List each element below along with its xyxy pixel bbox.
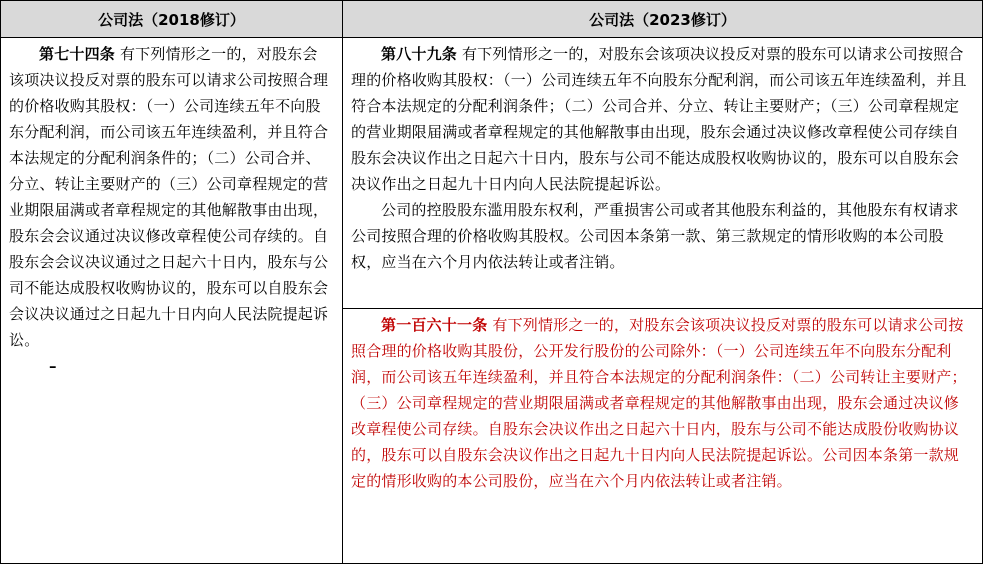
article-89-number: 第八十九条 <box>381 45 458 63</box>
dash-mark: – <box>49 357 57 375</box>
right-article-161-cell <box>342 308 983 564</box>
article-89-body: 有下列情形之一的，对股东会该项决议投反对票的股东可以请求公司按照合理的价格收购其股权：（一）公司连续五年不向股东分配利润，而公司该五年连续盈利，并且符合本法规定的分配利润条件；（二）公司合并、分立、转让主要财产；（三）公司章程规定的营业期限届满或者章程规定的其他解散事由出现，股东会通过决议修改章程使公司存续自股东会决议作出之日起六十日内，股东与公司不能达成股权收购协议的，股东可以自股东会决议作出之日起九十日内向人民法院提起诉讼。 <box>351 45 967 193</box>
article-89-paragraph-1 <box>343 38 982 197</box>
left-article-body: 有下列情形之一的，对股东会该项决议投反对票的股东可以请求公司按照合理的价格收购其股权：（一）公司连续五年不向股东分配利润，而公司该五年连续盈利，并且符合本法规定的分配利润条件的；（二）公司合并、分立、转让主要财产的（三）公司章程规定的营业期限届满或者章程规定的其他解散事由出现，股东会会议通过决议修改章程使公司存续的。自股东会会议决议通过之日起六十日内，股东与公司不能达成股权收购协议的，股东可以自股东会会议决议通过之日起九十日内向人民法院提起诉讼。 <box>9 45 329 349</box>
right-article-89-cell <box>342 37 983 309</box>
left-column-header <box>0 0 343 38</box>
left-article-number: 第七十四条 <box>39 45 116 63</box>
article-161-body: 有下列情形之一的，对股东会该项决议投反对票的股东可以请求公司按照合理的价格收购其股份，公开发行股份的公司除外：（一）公司连续五年不向股东分配利润，而公司该五年连续盈利，并且符合本法规定的分配利润条件：（二）公司转让主要财产；（三）公司章程规定的营业期限届满或者章程规定的其他解散事由出现，股东会通过决议修改章程使公司存续。自股东会决议作出之日起六十日内，股东与公司不能达成股份收购协议的，股东可以自股东会决议作出之日起九十日内向人民法院提起诉讼。公司因本条第一款规定的情形收购的本公司股份，应当在六个月内依法转让或者注销。 <box>351 316 967 490</box>
article-161-paragraph <box>343 309 982 494</box>
article-161-number: 第一百六十一条 <box>381 316 488 334</box>
left-article-paragraph <box>1 38 342 353</box>
right-header-label: 公司法（2023修订） <box>589 10 736 29</box>
left-article-cell <box>0 37 343 564</box>
article-89-paragraph-2: 公司的控股股东滥用股东权利，严重损害公司或者其他股东利益的，其他股东有权请求公司按照合理的价格收购其股权。公司因本条第一款、第三款规定的情形收购的本公司股权，应当在六个月内依法转让或者注销。 <box>351 201 959 271</box>
left-header-label: 公司法（2018修订） <box>98 10 245 29</box>
right-column-header <box>342 0 983 38</box>
